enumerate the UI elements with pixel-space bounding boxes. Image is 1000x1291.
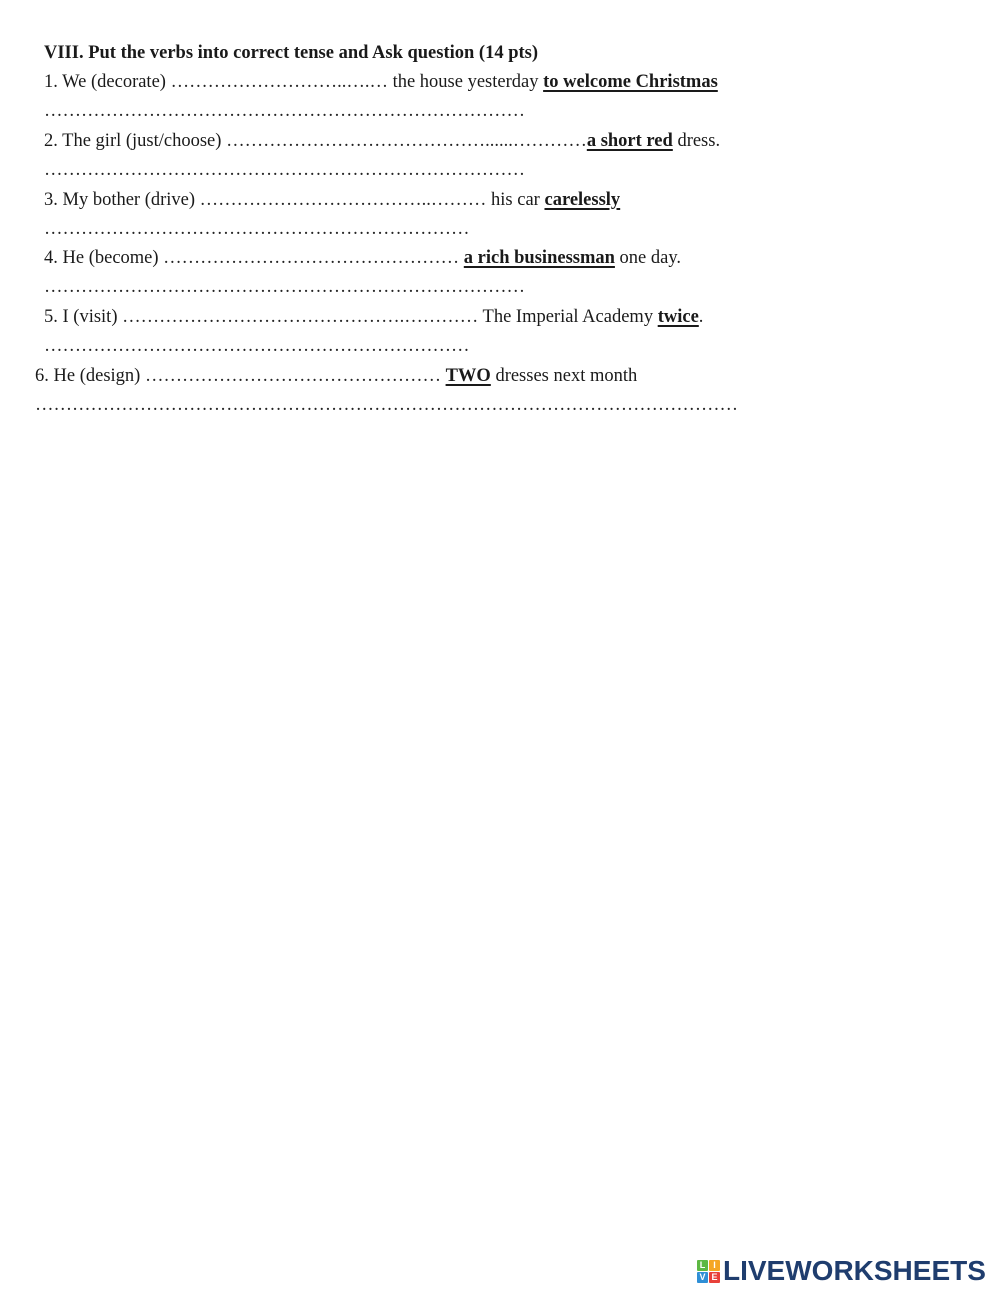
question-focus: carelessly	[544, 190, 621, 210]
item-suffix: .	[698, 307, 704, 327]
exercise-item-4	[44, 247, 681, 269]
section-title: VIII. Put the verbs into correct tense and Ask question (14 pts)	[44, 43, 539, 63]
question-answer-line[interactable]: ……………………………………………………………………	[44, 277, 525, 297]
item-prompt: 1. We (decorate)	[44, 72, 171, 92]
answer-blank[interactable]: ……………………………………….…………	[122, 307, 479, 327]
question-focus: to welcome Christmas	[543, 72, 718, 92]
question-answer-line[interactable]: ……………………………………………………………	[44, 336, 470, 356]
question-focus: a rich businessman	[463, 248, 615, 268]
item-prompt: 5. I (visit)	[44, 307, 123, 327]
logo-letter-l: L	[697, 1260, 708, 1271]
logo-icon	[697, 1260, 720, 1283]
exercise-item-5	[44, 306, 703, 328]
question-focus: twice	[657, 307, 699, 327]
exercise-item-1	[44, 71, 718, 93]
item-middle-text: the house yesterday	[387, 72, 544, 92]
item-prompt: 2. The girl (just/choose)	[44, 131, 227, 151]
answer-blank[interactable]: ………………………………..………	[199, 190, 487, 210]
item-middle-text: his car	[486, 190, 545, 210]
answer-blank[interactable]: …………………………………………	[163, 248, 460, 268]
answer-blank[interactable]: ……………………………………......…………	[226, 131, 587, 151]
logo-letter-v: V	[697, 1272, 708, 1283]
exercise-item-6	[35, 365, 637, 387]
question-answer-line[interactable]: ……………………………………………………………………………………………………	[35, 395, 738, 415]
item-suffix: one day.	[614, 248, 682, 268]
item-middle-text: The Imperial Academy	[478, 307, 658, 327]
item-suffix: dresses next month	[490, 366, 638, 386]
answer-blank[interactable]: …………………………………………	[144, 366, 441, 386]
logo-letter-i: I	[709, 1260, 720, 1271]
item-prompt: 4. He (become)	[44, 248, 164, 268]
exercise-item-3	[44, 189, 620, 211]
question-answer-line[interactable]: ……………………………………………………………………	[44, 101, 525, 121]
liveworksheets-logo	[697, 1256, 986, 1286]
logo-letter-e: E	[709, 1272, 720, 1283]
question-focus: TWO	[445, 366, 491, 386]
question-answer-line[interactable]: ……………………………………………………………	[44, 219, 470, 239]
item-prompt: 3. My bother (drive)	[44, 190, 200, 210]
item-prompt: 6. He (design)	[35, 366, 145, 386]
question-answer-line[interactable]: ……………………………………………………………………	[44, 160, 525, 180]
item-suffix: dress.	[672, 131, 721, 151]
logo-wordmark: LIVEWORKSHEETS	[723, 1255, 986, 1286]
answer-blank[interactable]: ………………………..….…	[170, 72, 388, 92]
question-focus: a short red	[586, 131, 673, 151]
exercise-item-2	[44, 130, 720, 152]
